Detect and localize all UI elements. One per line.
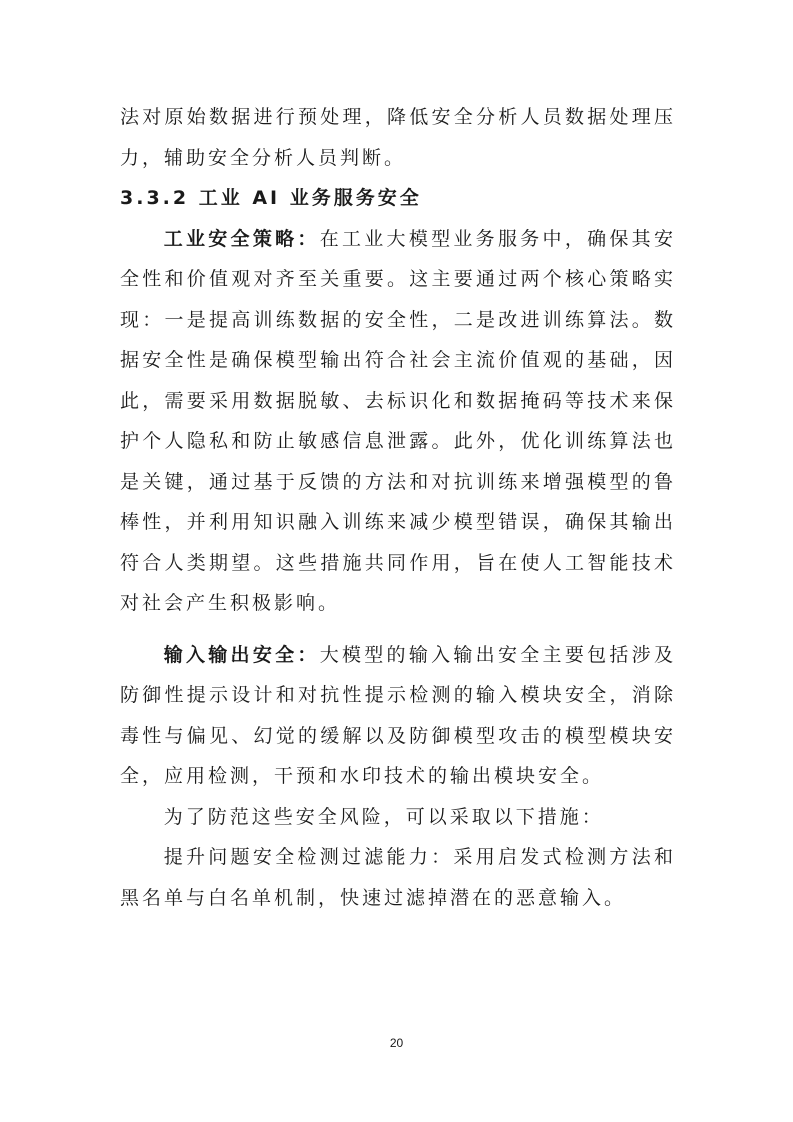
detection-filter-paragraph: 提升问题安全检测过滤能力：采用启发式检测方法和黑名单与白名单机制，快速过滤掉潜在的恶意输入。	[120, 846, 676, 909]
industrial-security-strategy-paragraph	[120, 219, 676, 624]
continuation-paragraph: 法对原始数据进行预处理，降低安全分析人员数据处理压力，辅助安全分析人员判断。	[120, 106, 676, 169]
page-content	[120, 97, 676, 918]
measures-intro-paragraph: 为了防范这些安全风险，可以采取以下措施：	[163, 805, 604, 828]
input-output-security-paragraph	[120, 635, 676, 797]
paragraph-body: 大模型的输入输出安全主要包括涉及防御性提示设计和对抗性提示检测的输入模块安全，消除毒性与偏见、幻觉的缓解以及防御模型攻击的模型模块安全，应用检测，干预和水印技术的输出模块安全。	[120, 643, 676, 787]
paragraph-body: 在工业大模型业务服务中，确保其安全性和价值观对齐至关重要。这主要通过两个核心策略实现：一是提高训练数据的安全性，二是改进训练算法。数据安全性是确保模型输出符合社会主流价值观的基础，因此，需要采用数据脱敏、去标识化和数据掩码等技术来保护个人隐私和防止敏感信息泄露。此外，优化训练算法也是关键，通过基于反馈的方法和对抗训练来增强模型的鲁棒性，并利用知识融入训练来减少模型错误，确保其输出符合人类期望。这些措施共同作用，旨在使人工智能技术对社会产生积极影响。	[120, 227, 676, 614]
page-number: 20	[389, 1036, 404, 1050]
paragraph-lead-term: 工业安全策略：	[163, 227, 320, 250]
section-heading: 3.3.2 工业 AI 业务服务安全	[120, 187, 422, 209]
paragraph-lead-term: 输入输出安全：	[163, 643, 320, 666]
